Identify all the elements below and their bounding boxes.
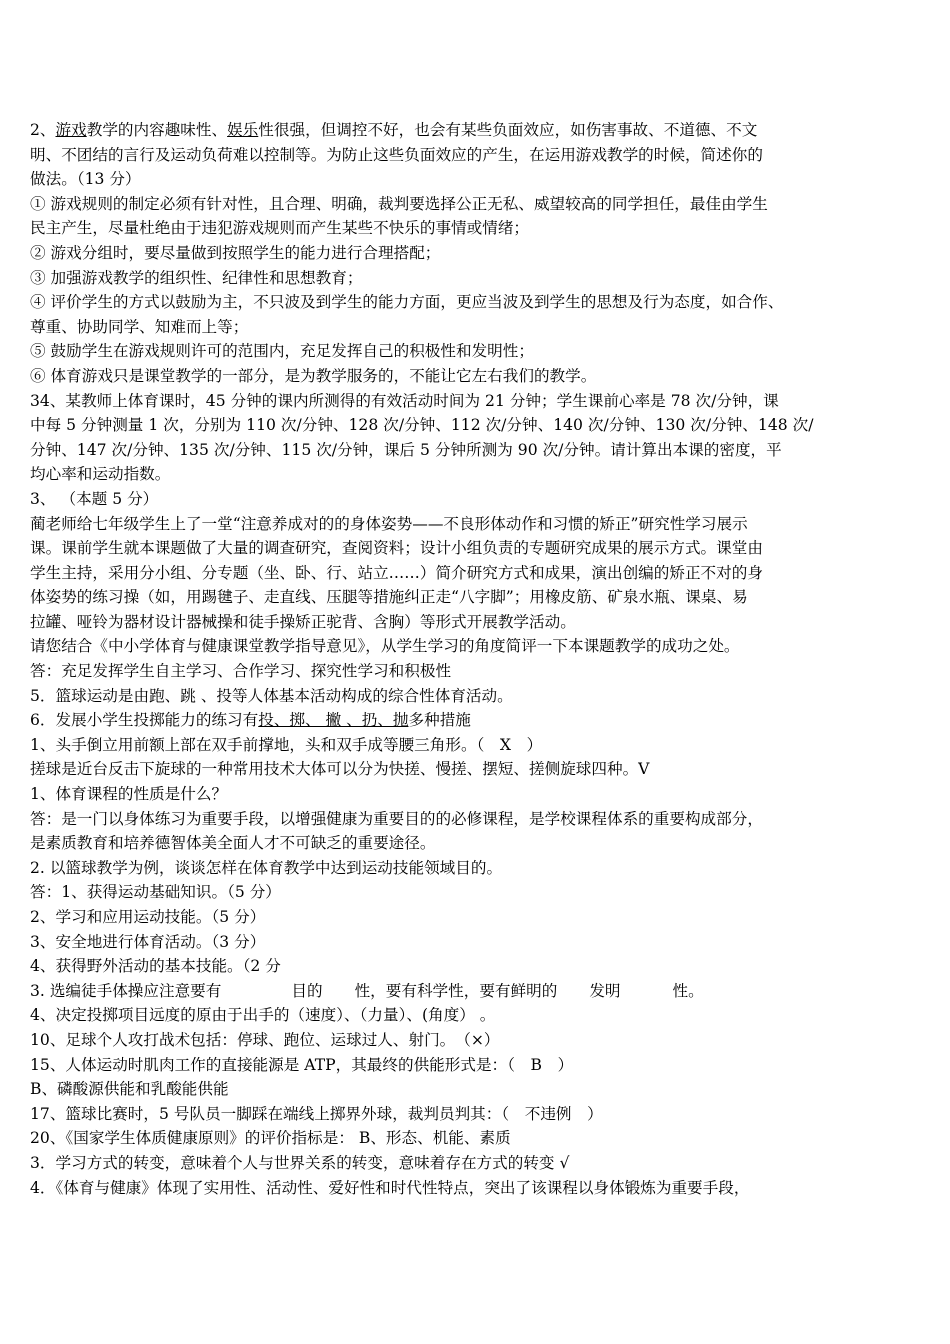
text-span: 2、 xyxy=(30,121,56,139)
text-line: 答：是一门以身体练习为重要手段，以增强健康为重要目的的必修课程，是学校课程体系的重要构成部分， xyxy=(30,809,763,828)
text-line xyxy=(30,708,935,733)
text-line: 4、获得野外活动的基本技能。（2 分 xyxy=(30,957,281,976)
text-line xyxy=(30,118,935,143)
text-line: 体姿势的练习操（如，用踢毽子、走直线、压腿等措施纠正走“八字脚”；用橡皮筋、矿泉水瓶、课桌、易 xyxy=(30,588,748,607)
text-line: ① 游戏规则的制定必须有针对性，且合理、明确，裁判要选择公正无私、威望较高的同学担任，最佳由学生 xyxy=(30,194,768,213)
text-line: 10、足球个人攻打战术包括：停球、跑位、运球过人、射门。 （×） xyxy=(30,1030,500,1049)
text-line: 3．学习方式的转变，意味着个人与世界关系的转变，意味着存在方式的转变 √ xyxy=(30,1153,570,1172)
text-line: 答：1、获得运动基础知识。（5 分） xyxy=(30,883,281,902)
text-line xyxy=(30,979,935,1004)
text-line: 分钟、147 次/分钟、135 次/分钟、115 次/分钟，课后 5 分钟所测为 90 次/分钟。请计算出本课的密度，平 xyxy=(30,440,782,459)
text-line: 拉罐、哑铃为器材设计器械操和徒手操矫正驼背、含胸）等形式开展教学活动。 xyxy=(30,612,576,631)
underlined-term: 娱乐 xyxy=(227,121,259,139)
text-span: 发明 xyxy=(589,981,621,1000)
text-line: 尊重、协助同学、知难而上等； xyxy=(30,317,249,336)
text-line: 15、人体运动时肌肉工作的直接能源是 ATP，其最终的供能形式是：（ B ） xyxy=(30,1055,574,1074)
text-line: 4、决定投掷项目远度的原由于出手的（速度）、（力量）、(角度） 。 xyxy=(30,1006,496,1025)
text-line: ⑤ 鼓励学生在游戏规则许可的范围内，充足发挥自己的积极性和发明性； xyxy=(30,342,534,361)
text-span: 3. 选编徒手体操应注意要有 xyxy=(30,981,222,1000)
text-line: 是素质教育和培养德智体美全面人才不可缺乏的重要途径。 xyxy=(30,834,436,853)
text-line: 34、某教师上体育课时，45 分钟的课内所测得的有效活动时间为 21 分钟；学生课前心率是 78 次/分钟，课 xyxy=(30,391,779,410)
text-span: 性。 xyxy=(672,981,704,1000)
text-span: 教学的内容趣味性、 xyxy=(86,121,228,139)
text-line: ⑥ 体育游戏只是课堂教学的一部分，是为教学服务的，不能让它左右我们的教学。 xyxy=(30,366,597,385)
text-line: 均心率和运动指数。 xyxy=(30,465,171,484)
text-line: 2、学习和应用运动技能。（5 分） xyxy=(30,908,266,926)
text-line: 17、篮球比赛时，5 号队员一脚踩在端线上掷界外球，裁判员判其：（ 不违例 ） xyxy=(30,1104,603,1123)
text-line: 1、体育课程的性质是什么？ xyxy=(30,785,228,804)
text-line: 请您结合《中小学体育与健康课堂教学指导意见》，从学生学习的角度简评一下本课题教学的成功之处。 xyxy=(30,637,740,656)
text-line: 5．篮球运动是由跑、跳 、投等人体基本活动构成的综合性体育活动。 xyxy=(30,686,513,705)
text-span: 性很强，但调控不好，也会有某些负面效应，如伤害事故、不道德、不文 xyxy=(258,121,758,139)
text-line: ④ 评价学生的方式以鼓励为主，不只波及到学生的能力方面，更应当波及到学生的思想及行为态度，如合作、 xyxy=(30,293,784,312)
underlined-term: 投、掷、 撇 、扔、抛 xyxy=(258,711,409,730)
text-line: 民主产生，尽量杜绝由于违犯游戏规则而产生某些不快乐的事情或情绪； xyxy=(30,219,530,238)
text-line: 20、《国家学生体质健康原则》的评价指标是： B、形态、机能、素质 xyxy=(30,1129,511,1148)
text-line: ② 游戏分组时，要尽量做到按照学生的能力进行合理搭配； xyxy=(30,243,441,262)
text-line: 做法。（13 分） xyxy=(30,170,141,189)
text-span: 性，要有科学性，要有鲜明的 xyxy=(354,981,558,1000)
text-span: 6．发展小学生投掷能力的练习有 xyxy=(30,711,259,730)
text-line: ③ 加强游戏教学的组织性、纪律性和思想教育； xyxy=(30,268,363,287)
text-line: 蔺老师给七年级学生上了一堂“注意养成对的的身体姿势——不良形体动作和习惯的矫正”研究性学习展示 xyxy=(30,514,748,533)
text-line: 中每 5 分钟测量 1 次，分别为 110 次/分钟、128 次/分钟、112 次/分钟、140 次/分钟、130 次/分钟、148 次/ xyxy=(30,416,814,435)
text-line: 1、头手倒立用前额上部在双手前撑地，头和双手成等腰三角形。（ X ） xyxy=(30,735,543,754)
text-line: 学生主持，采用分小组、分专题（坐、卧、行、站立……）简介研究方式和成果，演出创编的矫正不对的身 xyxy=(30,563,763,582)
text-line: 明、不团结的言行及运动负荷难以控制等。为防止这些负面效应的产生，在运用游戏教学的时候，简述你的 xyxy=(30,145,763,164)
text-line: B、磷酸源供能和乳酸能供能 xyxy=(30,1080,229,1099)
document-page xyxy=(30,118,935,1200)
text-span: 目的 xyxy=(291,981,323,1000)
text-line: 2. 以篮球教学为例，谈谈怎样在体育教学中达到运动技能领域目的。 xyxy=(30,858,503,877)
text-line: 3、 （本题 5 分） xyxy=(30,489,159,508)
text-line: 课。课前学生就本课题做了大量的调查研究，查阅资料；设计小组负责的专题研究成果的展示方式。课堂由 xyxy=(30,539,763,558)
text-line: 搓球是近台反击下旋球的一种常用技术大体可以分为快搓、慢搓、摆短、搓侧旋球四种。V xyxy=(30,760,650,779)
text-line: 3、安全地进行体育活动。（3 分） xyxy=(30,932,266,951)
underlined-term: 游戏 xyxy=(55,121,87,139)
text-line: 答：充足发挥学生自主学习、合作学习、探究性学习和积极性 xyxy=(30,662,452,681)
text-line: 4．《体育与健康》体现了实用性、活动性、爱好性和时代性特点，突出了该课程以身体锻炼为重要手段， xyxy=(30,1178,750,1197)
text-span: 多种措施 xyxy=(408,711,471,730)
